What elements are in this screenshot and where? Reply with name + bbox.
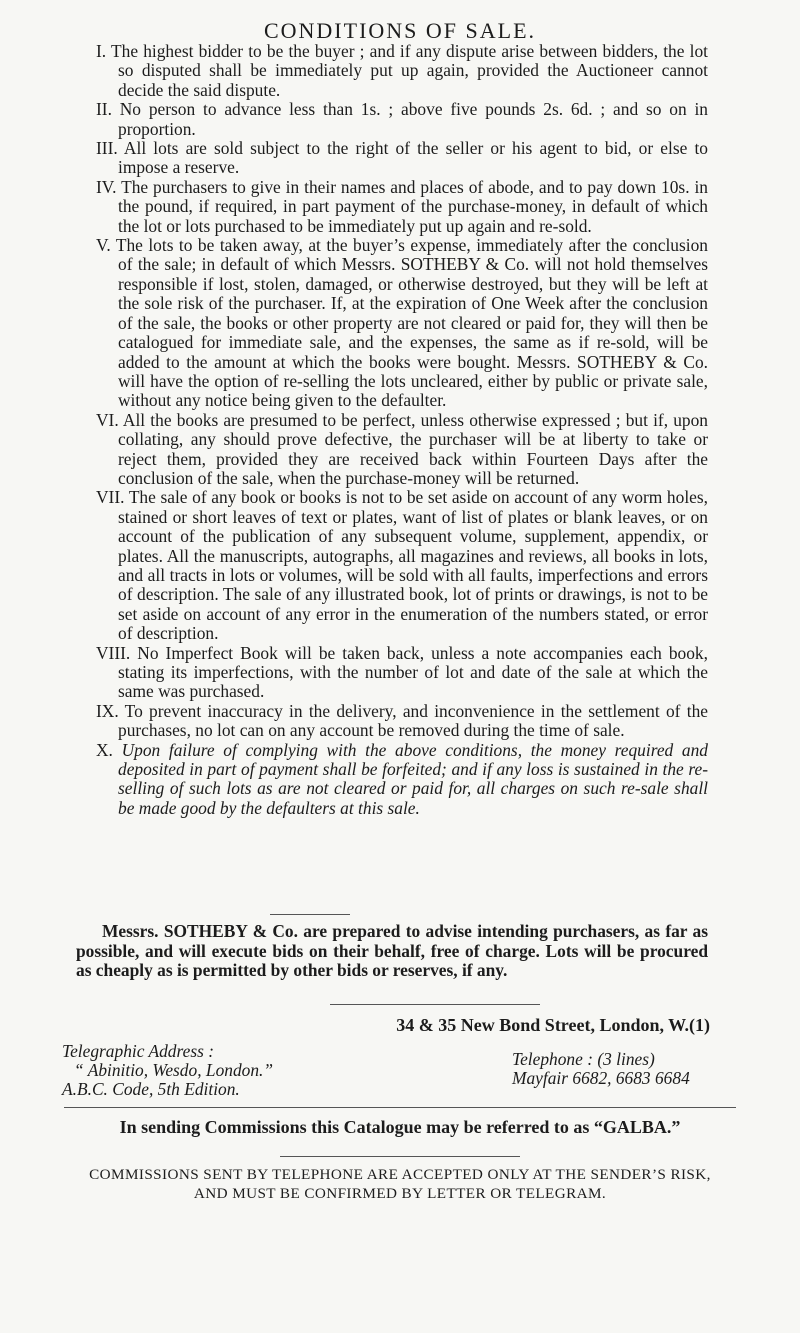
warning-line-2: AND MUST BE CONFIRMED BY LETTER OR TELEGRAM.: [193, 1185, 607, 1202]
section-divider: [64, 1107, 736, 1108]
condition-text: The purchasers to give in their names and places of abode, and to pay down 10s. in the pound, if required, in part payment of the purchase-money, in default of which the lot or lots purchased to be immediately put up again and re-sold.: [118, 176, 708, 236]
warning-line-1: COMMISSIONS SENT BY TELEPHONE ARE ACCEPTED ONLY AT THE SENDER’S RISK,: [89, 1166, 711, 1183]
condition-text: All lots are sold subject to the right of the seller or his agent to bid, or else to impose a reserve.: [118, 138, 708, 178]
condition-item: [96, 100, 708, 139]
condition-text: The sale of any book or books is not to be set aside on account of any worm holes, stained or short leaves of text or plates, want of list of plates or blank leaves, or on account of the publication of any subsequent volume, supplement, appendix, or plates. All the manuscripts, autographs, all magazines and reviews, all books in lots, and all tracts in lots or volumes, will be sold with all faults, imperfections and errors of description. The sale of any illustrated book, lot of prints or drawings, is not to be set aside on account of any error in the enumeration of the numbers stated, or error of description.: [118, 487, 708, 644]
advisory-notice: Messrs. SOTHEBY & Co. are prepared to advise intending purchasers, as far as possible, and will execute bids on their behalf, free of charge. Lots will be procured as cheaply as is permitted by other bids or reserves, if any.: [76, 921, 708, 981]
condition-item: [96, 42, 708, 100]
condition-item: [96, 644, 708, 702]
condition-text: The highest bidder to be the buyer ; and if any dispute arise between bidders, the lot so disputed shall be immediately put up again, provided the Auctioneer cannot decide the said dispute.: [111, 41, 708, 100]
condition-text: The lots to be taken away, at the buyer’s expense, immediately after the conclusion of the sale; in default of which Messrs. SOTHEBY & Co. will not hold themselves responsible if lost, stolen, damaged, or otherwise destroyed, but they will be left at the sole risk of the purchaser. If, at the expiration of One Week after the conclusion of the sale, the books or other property are not cleared or paid for, they will then be catalogued for immediate sale, and the expenses, the same as if re-sold, will be added to the amount at which the books were bought. Messrs. SOTHEBY & Co. will have the option of re-selling the lots uncleared, either by public or private sale, without any notice being given to the defaulter.: [115, 235, 708, 411]
telephone-block: [512, 1050, 732, 1088]
condition-item: [96, 702, 708, 741]
telephone-numbers: Mayfair 6682, 6683 6684: [512, 1068, 690, 1088]
conditions-list: [96, 42, 708, 818]
condition-item: [96, 411, 708, 489]
condition-text: All the books are presumed to be perfect, unless otherwise expressed ; but if, upon collating, any should prove defective, the purchaser will be at liberty to take or reject them, provided they are received back within Fourteen Days after the conclusion of the sale, when the purchase-money will be returned.: [118, 409, 708, 488]
condition-number: X.: [96, 739, 113, 760]
telegraphic-code: A.B.C. Code, 5th Edition.: [62, 1079, 240, 1099]
condition-number: VIII.: [96, 642, 131, 663]
section-divider: [270, 914, 350, 915]
condition-item: [96, 236, 708, 411]
condition-item: [96, 178, 708, 236]
condition-number: VI.: [96, 409, 119, 430]
condition-item: [96, 488, 708, 643]
condition-text: No person to advance less than 1s. ; above five pounds 2s. 6d. ; and so on in proportion.: [118, 99, 708, 139]
condition-item: [96, 741, 708, 819]
catalogue-reference-note: In sending Commissions this Catalogue may be referred to as “GALBA.”: [119, 1117, 681, 1137]
condition-text: To prevent inaccuracy in the delivery, and inconvenience in the settlement of the purchases, no lot can on any account be removed during the time of sale.: [118, 700, 708, 741]
condition-item: [96, 139, 708, 178]
page-title: CONDITIONS OF SALE.: [263, 18, 537, 43]
section-divider: [280, 1156, 520, 1157]
condition-number: IX.: [96, 700, 119, 721]
office-address: 34 & 35 New Bond Street, London, W.(1): [396, 1015, 710, 1035]
section-divider: [330, 1004, 540, 1005]
telegraphic-value: “ Abinitio, Wesdo, London.”: [74, 1060, 274, 1080]
condition-number: I.: [96, 41, 107, 61]
condition-text: No Imperfect Book will be taken back, unless a note accompanies each book, stating its imperfections, with the number of lot and date of the sale at which the same was purchased.: [118, 642, 708, 702]
condition-number: III.: [96, 138, 118, 159]
condition-number: II.: [96, 99, 112, 120]
telephone-commission-warning: [40, 1165, 760, 1203]
condition-number: VII.: [96, 487, 125, 508]
condition-number: IV.: [96, 176, 117, 197]
telegraphic-label: Telegraphic Address :: [62, 1041, 215, 1061]
telephone-label: Telephone : (3 lines): [512, 1049, 655, 1069]
condition-number: V.: [96, 235, 111, 256]
condition-text: Upon failure of complying with the above conditions, the money required and deposited in part of payment shall be forfeited; and if any loss is sustained in the re-selling of such lots as are not cleared or paid for, all charges on such re-sale shall be made good by the defaulters at this sale.: [118, 739, 708, 818]
telegraphic-address-block: [62, 1042, 362, 1099]
